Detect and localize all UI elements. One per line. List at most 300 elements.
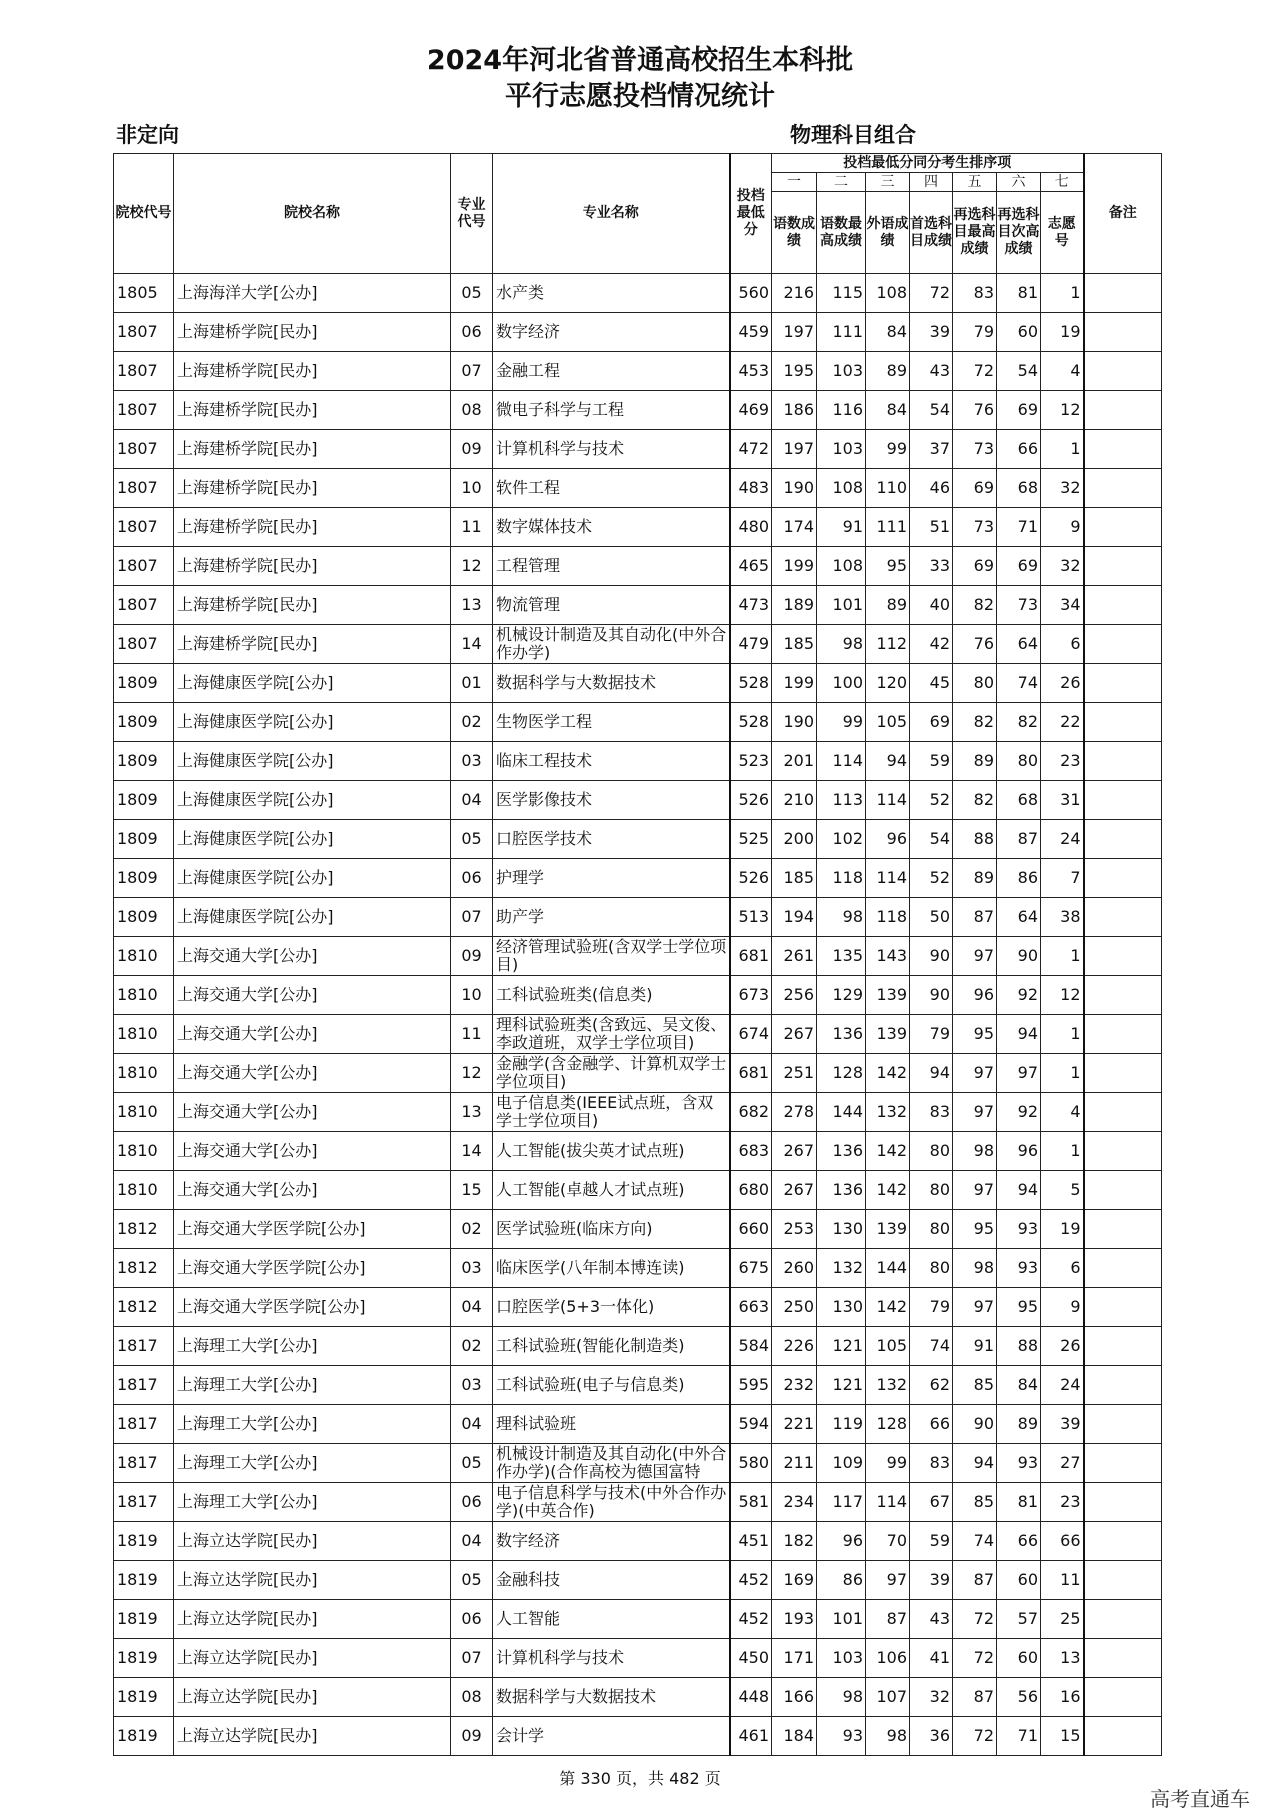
cell-school-code: 1810 [114, 1054, 174, 1093]
cell-foreign-language-score: 114 [866, 781, 910, 820]
cell-second-subject-next: 69 [997, 391, 1041, 430]
cell-foreign-language-score: 139 [866, 976, 910, 1015]
cell-school-name: 上海建桥学院[民办] [174, 586, 451, 625]
cell-second-subject-max: 72 [953, 1639, 997, 1678]
cell-foreign-language-score: 96 [866, 820, 910, 859]
cell-chinese-math-score: 267 [772, 1171, 817, 1210]
cell-major-name: 生物医学工程 [493, 703, 730, 742]
cell-min-score: 681 [730, 1054, 772, 1093]
cell-school-code: 1817 [114, 1366, 174, 1405]
cell-major-code: 15 [451, 1171, 493, 1210]
cell-chinese-math-score: 199 [772, 664, 817, 703]
cell-second-subject-max: 82 [953, 586, 997, 625]
cell-choice-number: 4 [1041, 1093, 1084, 1132]
cell-min-score: 473 [730, 586, 772, 625]
table-row [114, 781, 1162, 820]
table-row [114, 469, 1162, 508]
cell-first-subject-score: 40 [910, 586, 953, 625]
cell-choice-number: 32 [1041, 469, 1084, 508]
cell-choice-number: 26 [1041, 664, 1084, 703]
cell-choice-number: 19 [1041, 1210, 1084, 1249]
cell-school-code: 1807 [114, 313, 174, 352]
cell-remark [1084, 508, 1162, 547]
cell-second-subject-max: 74 [953, 1522, 997, 1561]
table-row [114, 508, 1162, 547]
page-title-line1: 2024年河北省普通高校招生本科批 [426, 45, 854, 76]
cell-chinese-math-max: 103 [817, 430, 866, 469]
header-remark: 备注 [1084, 154, 1162, 274]
cell-second-subject-next: 88 [997, 1327, 1041, 1366]
cell-remark [1084, 352, 1162, 391]
cell-school-name: 上海理工大学[公办] [174, 1405, 451, 1444]
cell-remark [1084, 781, 1162, 820]
cell-foreign-language-score: 84 [866, 391, 910, 430]
cell-major-name: 计算机科学与技术 [493, 1639, 730, 1678]
cell-chinese-math-max: 135 [817, 937, 866, 976]
table-row [114, 1483, 1162, 1522]
cell-choice-number: 66 [1041, 1522, 1084, 1561]
cell-remark [1084, 1444, 1162, 1483]
cell-remark [1084, 430, 1162, 469]
table-row [114, 1015, 1162, 1054]
cell-major-code: 06 [451, 1600, 493, 1639]
cell-school-name: 上海交通大学医学院[公办] [174, 1288, 451, 1327]
header-col-num: 六 [997, 173, 1041, 192]
cell-school-code: 1809 [114, 742, 174, 781]
cell-major-code: 05 [451, 1561, 493, 1600]
cell-major-name: 金融工程 [493, 352, 730, 391]
cell-chinese-math-max: 101 [817, 1600, 866, 1639]
table-row [114, 313, 1162, 352]
cell-second-subject-next: 84 [997, 1366, 1041, 1405]
cell-chinese-math-max: 136 [817, 1015, 866, 1054]
cell-remark [1084, 274, 1162, 313]
cell-major-code: 12 [451, 547, 493, 586]
cell-major-name: 金融科技 [493, 1561, 730, 1600]
cell-remark [1084, 1678, 1162, 1717]
cell-chinese-math-score: 199 [772, 547, 817, 586]
cell-first-subject-score: 43 [910, 1600, 953, 1639]
cell-first-subject-score: 39 [910, 1561, 953, 1600]
cell-school-code: 1809 [114, 781, 174, 820]
cell-second-subject-next: 60 [997, 1639, 1041, 1678]
cell-chinese-math-max: 129 [817, 976, 866, 1015]
table-row [114, 898, 1162, 937]
cell-major-code: 13 [451, 586, 493, 625]
table-row [114, 1171, 1162, 1210]
cell-second-subject-max: 87 [953, 898, 997, 937]
cell-second-subject-max: 85 [953, 1483, 997, 1522]
cell-major-name: 经济管理试验班(含双学士学位项目) [493, 937, 730, 976]
cell-second-subject-next: 64 [997, 625, 1041, 664]
cell-major-name: 口腔医学技术 [493, 820, 730, 859]
table-row [114, 1522, 1162, 1561]
cell-major-code: 02 [451, 1210, 493, 1249]
cell-school-name: 上海健康医学院[公办] [174, 781, 451, 820]
table-row [114, 937, 1162, 976]
cell-min-score: 528 [730, 703, 772, 742]
cell-major-code: 07 [451, 1639, 493, 1678]
table-row [114, 1288, 1162, 1327]
cell-min-score: 681 [730, 937, 772, 976]
table-row [114, 820, 1162, 859]
cell-major-code: 04 [451, 1288, 493, 1327]
cell-choice-number: 1 [1041, 274, 1084, 313]
cell-chinese-math-max: 96 [817, 1522, 866, 1561]
cell-school-name: 上海健康医学院[公办] [174, 859, 451, 898]
cell-major-code: 12 [451, 1054, 493, 1093]
cell-major-name: 软件工程 [493, 469, 730, 508]
header-school-name: 院校名称 [174, 154, 451, 274]
cell-chinese-math-max: 116 [817, 391, 866, 430]
cell-major-code: 04 [451, 781, 493, 820]
cell-foreign-language-score: 105 [866, 703, 910, 742]
cell-school-name: 上海交通大学医学院[公办] [174, 1210, 451, 1249]
cell-min-score: 682 [730, 1093, 772, 1132]
cell-remark [1084, 586, 1162, 625]
cell-chinese-math-max: 98 [817, 1678, 866, 1717]
cell-major-code: 14 [451, 1132, 493, 1171]
cell-major-name: 理科试验班 [493, 1405, 730, 1444]
cell-foreign-language-score: 70 [866, 1522, 910, 1561]
cell-remark [1084, 976, 1162, 1015]
header-col-num: 五 [953, 173, 997, 192]
cell-min-score: 528 [730, 664, 772, 703]
cell-major-code: 09 [451, 937, 493, 976]
cell-chinese-math-score: 226 [772, 1327, 817, 1366]
cell-min-score: 675 [730, 1249, 772, 1288]
cell-school-name: 上海建桥学院[民办] [174, 313, 451, 352]
table-row [114, 1093, 1162, 1132]
cell-remark [1084, 1561, 1162, 1600]
table-row [114, 703, 1162, 742]
cell-major-name: 电子信息科学与技术(中外合作办学)(中英合作) [493, 1483, 730, 1522]
cell-major-code: 11 [451, 508, 493, 547]
cell-choice-number: 5 [1041, 1171, 1084, 1210]
cell-min-score: 459 [730, 313, 772, 352]
cell-major-name: 临床医学(八年制本博连读) [493, 1249, 730, 1288]
cell-remark [1084, 1210, 1162, 1249]
cell-foreign-language-score: 95 [866, 547, 910, 586]
header-col-label: 再选科目最高成绩 [953, 192, 997, 274]
cell-school-name: 上海立达学院[民办] [174, 1717, 451, 1756]
cell-second-subject-max: 91 [953, 1327, 997, 1366]
cell-second-subject-max: 76 [953, 391, 997, 430]
cell-foreign-language-score: 84 [866, 313, 910, 352]
cell-second-subject-next: 57 [997, 1600, 1041, 1639]
admission-table [113, 153, 1162, 1756]
table-row [114, 1639, 1162, 1678]
cell-second-subject-next: 64 [997, 898, 1041, 937]
cell-school-code: 1810 [114, 1171, 174, 1210]
cell-min-score: 472 [730, 430, 772, 469]
cell-school-code: 1819 [114, 1600, 174, 1639]
cell-min-score: 452 [730, 1600, 772, 1639]
cell-school-code: 1810 [114, 1093, 174, 1132]
cell-second-subject-next: 81 [997, 274, 1041, 313]
header-col-label: 志愿号 [1041, 192, 1084, 274]
cell-choice-number: 32 [1041, 547, 1084, 586]
cell-second-subject-max: 97 [953, 1054, 997, 1093]
cell-second-subject-next: 74 [997, 664, 1041, 703]
cell-second-subject-next: 66 [997, 430, 1041, 469]
cell-foreign-language-score: 99 [866, 430, 910, 469]
header-tiebreak-group: 投档最低分同分考生排序项 [772, 154, 1084, 173]
table-row [114, 352, 1162, 391]
cell-school-name: 上海建桥学院[民办] [174, 625, 451, 664]
cell-choice-number: 39 [1041, 1405, 1084, 1444]
cell-major-name: 医学影像技术 [493, 781, 730, 820]
cell-first-subject-score: 32 [910, 1678, 953, 1717]
cell-first-subject-score: 90 [910, 976, 953, 1015]
cell-min-score: 660 [730, 1210, 772, 1249]
cell-first-subject-score: 72 [910, 274, 953, 313]
cell-chinese-math-score: 253 [772, 1210, 817, 1249]
cell-major-name: 金融学(含金融学、计算机双学士学位项目) [493, 1054, 730, 1093]
cell-major-name: 数字媒体技术 [493, 508, 730, 547]
cell-min-score: 451 [730, 1522, 772, 1561]
cell-major-name: 会计学 [493, 1717, 730, 1756]
cell-first-subject-score: 83 [910, 1444, 953, 1483]
cell-second-subject-max: 97 [953, 937, 997, 976]
cell-school-code: 1817 [114, 1483, 174, 1522]
cell-chinese-math-score: 267 [772, 1132, 817, 1171]
cell-first-subject-score: 69 [910, 703, 953, 742]
table-row [114, 1444, 1162, 1483]
cell-foreign-language-score: 142 [866, 1288, 910, 1327]
cell-remark [1084, 1600, 1162, 1639]
cell-min-score: 581 [730, 1483, 772, 1522]
cell-chinese-math-score: 221 [772, 1405, 817, 1444]
cell-min-score: 673 [730, 976, 772, 1015]
cell-school-name: 上海健康医学院[公办] [174, 664, 451, 703]
cell-chinese-math-max: 130 [817, 1288, 866, 1327]
cell-min-score: 479 [730, 625, 772, 664]
header-min-score: 投档最低分 [730, 154, 772, 274]
cell-remark [1084, 898, 1162, 937]
cell-school-code: 1809 [114, 820, 174, 859]
table-row [114, 664, 1162, 703]
table-row [114, 274, 1162, 313]
cell-second-subject-max: 69 [953, 547, 997, 586]
cell-second-subject-next: 69 [997, 547, 1041, 586]
cell-min-score: 513 [730, 898, 772, 937]
cell-school-name: 上海健康医学院[公办] [174, 820, 451, 859]
cell-foreign-language-score: 87 [866, 1600, 910, 1639]
cell-chinese-math-score: 195 [772, 352, 817, 391]
cell-second-subject-next: 92 [997, 976, 1041, 1015]
table-body [114, 274, 1162, 1756]
cell-chinese-math-max: 117 [817, 1483, 866, 1522]
cell-chinese-math-score: 201 [772, 742, 817, 781]
cell-choice-number: 19 [1041, 313, 1084, 352]
header-col-num: 一 [772, 173, 817, 192]
cell-school-name: 上海立达学院[民办] [174, 1600, 451, 1639]
cell-second-subject-max: 95 [953, 1015, 997, 1054]
cell-school-name: 上海建桥学院[民办] [174, 469, 451, 508]
cell-school-name: 上海交通大学[公办] [174, 1015, 451, 1054]
cell-major-code: 07 [451, 352, 493, 391]
table-row [114, 547, 1162, 586]
cell-min-score: 663 [730, 1288, 772, 1327]
cell-foreign-language-score: 139 [866, 1210, 910, 1249]
cell-chinese-math-max: 86 [817, 1561, 866, 1600]
cell-choice-number: 38 [1041, 898, 1084, 937]
cell-chinese-math-max: 119 [817, 1405, 866, 1444]
cell-school-name: 上海立达学院[民办] [174, 1639, 451, 1678]
cell-choice-number: 11 [1041, 1561, 1084, 1600]
cell-school-name: 上海交通大学[公办] [174, 1093, 451, 1132]
cell-school-code: 1819 [114, 1717, 174, 1756]
table-row [114, 1561, 1162, 1600]
cell-remark [1084, 859, 1162, 898]
cell-choice-number: 1 [1041, 430, 1084, 469]
cell-chinese-math-max: 121 [817, 1327, 866, 1366]
cell-school-code: 1812 [114, 1249, 174, 1288]
category-left-label: 非定向 [116, 123, 179, 147]
cell-school-name: 上海交通大学[公办] [174, 1132, 451, 1171]
cell-foreign-language-score: 144 [866, 1249, 910, 1288]
cell-chinese-math-max: 98 [817, 625, 866, 664]
cell-chinese-math-score: 166 [772, 1678, 817, 1717]
cell-major-code: 01 [451, 664, 493, 703]
cell-school-name: 上海交通大学医学院[公办] [174, 1249, 451, 1288]
cell-major-code: 10 [451, 469, 493, 508]
cell-second-subject-next: 93 [997, 1249, 1041, 1288]
cell-chinese-math-score: 250 [772, 1288, 817, 1327]
cell-major-name: 数字经济 [493, 313, 730, 352]
cell-choice-number: 26 [1041, 1327, 1084, 1366]
cell-second-subject-next: 82 [997, 703, 1041, 742]
cell-second-subject-next: 71 [997, 1717, 1041, 1756]
cell-second-subject-max: 89 [953, 859, 997, 898]
cell-choice-number: 6 [1041, 1249, 1084, 1288]
cell-second-subject-max: 97 [953, 1171, 997, 1210]
cell-remark [1084, 1015, 1162, 1054]
table-row [114, 586, 1162, 625]
cell-first-subject-score: 67 [910, 1483, 953, 1522]
cell-chinese-math-max: 128 [817, 1054, 866, 1093]
cell-second-subject-max: 97 [953, 1288, 997, 1327]
cell-foreign-language-score: 114 [866, 859, 910, 898]
cell-major-name: 物流管理 [493, 586, 730, 625]
cell-major-code: 03 [451, 1249, 493, 1288]
cell-first-subject-score: 66 [910, 1405, 953, 1444]
header-col-num: 三 [866, 173, 910, 192]
cell-school-code: 1809 [114, 898, 174, 937]
cell-foreign-language-score: 111 [866, 508, 910, 547]
cell-school-code: 1810 [114, 976, 174, 1015]
header-col-label: 外语成绩 [866, 192, 910, 274]
cell-min-score: 674 [730, 1015, 772, 1054]
cell-remark [1084, 820, 1162, 859]
cell-choice-number: 4 [1041, 352, 1084, 391]
table-row [114, 742, 1162, 781]
cell-remark [1084, 1483, 1162, 1522]
cell-foreign-language-score: 114 [866, 1483, 910, 1522]
cell-remark [1084, 937, 1162, 976]
cell-second-subject-next: 60 [997, 313, 1041, 352]
cell-chinese-math-score: 216 [772, 274, 817, 313]
cell-school-code: 1809 [114, 703, 174, 742]
cell-first-subject-score: 80 [910, 1249, 953, 1288]
cell-second-subject-next: 90 [997, 937, 1041, 976]
cell-chinese-math-score: 169 [772, 1561, 817, 1600]
cell-second-subject-max: 85 [953, 1366, 997, 1405]
cell-chinese-math-max: 99 [817, 703, 866, 742]
cell-major-name: 工科试验班类(信息类) [493, 976, 730, 1015]
cell-chinese-math-max: 101 [817, 586, 866, 625]
cell-foreign-language-score: 106 [866, 1639, 910, 1678]
cell-second-subject-next: 94 [997, 1015, 1041, 1054]
cell-foreign-language-score: 94 [866, 742, 910, 781]
cell-chinese-math-score: 260 [772, 1249, 817, 1288]
cell-second-subject-max: 76 [953, 625, 997, 664]
cell-school-code: 1807 [114, 625, 174, 664]
cell-foreign-language-score: 108 [866, 274, 910, 313]
cell-school-name: 上海建桥学院[民办] [174, 352, 451, 391]
cell-major-code: 10 [451, 976, 493, 1015]
cell-major-name: 机械设计制造及其自动化(中外合作办学)(合作高校为德国富特 [493, 1444, 730, 1483]
table-row [114, 1132, 1162, 1171]
cell-choice-number: 12 [1041, 976, 1084, 1015]
cell-choice-number: 23 [1041, 1483, 1084, 1522]
table-row [114, 859, 1162, 898]
cell-school-name: 上海立达学院[民办] [174, 1678, 451, 1717]
cell-min-score: 465 [730, 547, 772, 586]
cell-school-code: 1817 [114, 1444, 174, 1483]
cell-chinese-math-score: 185 [772, 859, 817, 898]
cell-school-name: 上海海洋大学[公办] [174, 274, 451, 313]
cell-school-name: 上海理工大学[公办] [174, 1327, 451, 1366]
cell-second-subject-next: 68 [997, 469, 1041, 508]
table-header [114, 154, 1162, 274]
cell-school-name: 上海健康医学院[公办] [174, 898, 451, 937]
cell-foreign-language-score: 89 [866, 352, 910, 391]
cell-foreign-language-score: 143 [866, 937, 910, 976]
header-major-name: 专业名称 [493, 154, 730, 274]
cell-school-name: 上海建桥学院[民办] [174, 430, 451, 469]
cell-min-score: 584 [730, 1327, 772, 1366]
cell-school-code: 1807 [114, 430, 174, 469]
cell-remark [1084, 1171, 1162, 1210]
cell-foreign-language-score: 118 [866, 898, 910, 937]
cell-foreign-language-score: 99 [866, 1444, 910, 1483]
cell-foreign-language-score: 128 [866, 1405, 910, 1444]
cell-first-subject-score: 79 [910, 1288, 953, 1327]
cell-choice-number: 24 [1041, 1366, 1084, 1405]
cell-major-name: 助产学 [493, 898, 730, 937]
cell-min-score: 450 [730, 1639, 772, 1678]
cell-min-score: 594 [730, 1405, 772, 1444]
cell-chinese-math-score: 267 [772, 1015, 817, 1054]
cell-min-score: 453 [730, 352, 772, 391]
table-row [114, 1327, 1162, 1366]
cell-choice-number: 24 [1041, 820, 1084, 859]
cell-second-subject-next: 95 [997, 1288, 1041, 1327]
cell-chinese-math-score: 182 [772, 1522, 817, 1561]
header-col-label: 首选科目成绩 [910, 192, 953, 274]
cell-major-code: 08 [451, 1678, 493, 1717]
cell-first-subject-score: 79 [910, 1015, 953, 1054]
cell-major-name: 护理学 [493, 859, 730, 898]
cell-remark [1084, 1522, 1162, 1561]
cell-chinese-math-max: 115 [817, 274, 866, 313]
cell-major-code: 09 [451, 430, 493, 469]
cell-foreign-language-score: 142 [866, 1171, 910, 1210]
cell-school-code: 1810 [114, 937, 174, 976]
cell-major-code: 02 [451, 1327, 493, 1366]
